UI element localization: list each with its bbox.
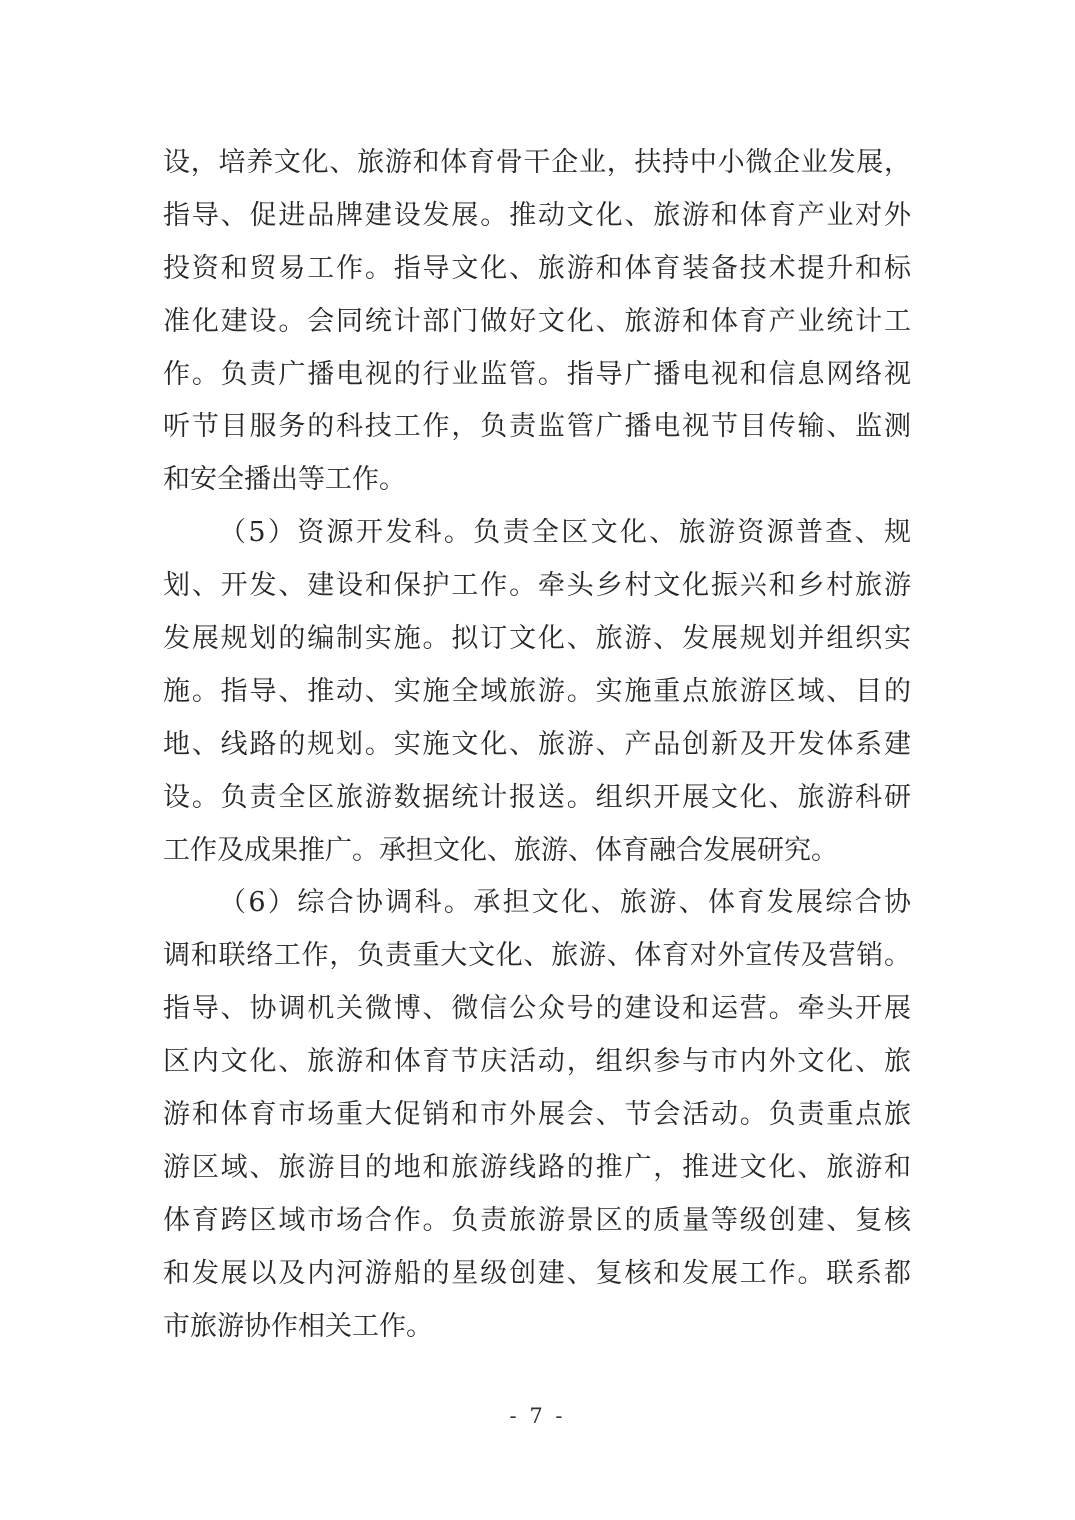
text-line: 游区域、旅游目的地和旅游线路的推广，推进文化、旅游和 <box>163 1151 911 1183</box>
text-line: 调和联络工作，负责重大文化、旅游、体育对外宣传及营销。 <box>163 940 911 972</box>
text-line: 准化建设。会同统计部门做好文化、旅游和体育产业统计工 <box>163 305 911 337</box>
text-line: 施。指导、推动、实施全域旅游。实施重点旅游区域、目的 <box>163 675 911 707</box>
text-line: 作。负责广播电视的行业监管。指导广播电视和信息网络视 <box>163 358 911 390</box>
text-line: 指导、促进品牌建设发展。推动文化、旅游和体育产业对外 <box>163 199 911 231</box>
text-line: 和安全播出等工作。 <box>163 464 406 496</box>
text-line-section-6-heading: （6）综合协调科。承担文化、旅游、体育发展综合协 <box>219 887 911 919</box>
text-line: 区内文化、旅游和体育节庆活动，组织参与市内外文化、旅 <box>163 1046 911 1078</box>
body-text <box>163 137 911 1353</box>
text-line: 游和体育市场重大促销和市外展会、节会活动。负责重点旅 <box>163 1099 911 1131</box>
text-line: 划、开发、建设和保护工作。牵头乡村文化振兴和乡村旅游 <box>163 570 911 602</box>
text-line: 投资和贸易工作。指导文化、旅游和体育装备技术提升和标 <box>163 252 911 284</box>
text-line: 体育跨区域市场合作。负责旅游景区的质量等级创建、复核 <box>163 1204 911 1236</box>
text-line: 发展规划的编制实施。拟订文化、旅游、发展规划并组织实 <box>163 623 911 655</box>
text-line: 工作及成果推广。承担文化、旅游、体育融合发展研究。 <box>163 834 838 866</box>
text-line: 指导、协调机关微博、微信公众号的建设和运营。牵头开展 <box>163 993 911 1025</box>
page-number: - 7 - <box>509 1404 566 1428</box>
text-line: 设，培养文化、旅游和体育骨干企业，扶持中小微企业发展， <box>163 147 911 178</box>
text-line: 地、线路的规划。实施文化、旅游、产品创新及开发体系建 <box>163 728 911 760</box>
text-line-section-5-heading: （5）资源开发科。负责全区文化、旅游资源普查、规 <box>219 517 911 549</box>
text-line: 设。负责全区旅游数据统计报送。组织开展文化、旅游科研 <box>163 781 911 813</box>
text-line: 市旅游协作相关工作。 <box>163 1310 433 1342</box>
text-line: 听节目服务的科技工作，负责监管广播电视节目传输、监测 <box>163 411 911 443</box>
text-line: 和发展以及内河游船的星级创建、复核和发展工作。联系都 <box>163 1257 911 1289</box>
